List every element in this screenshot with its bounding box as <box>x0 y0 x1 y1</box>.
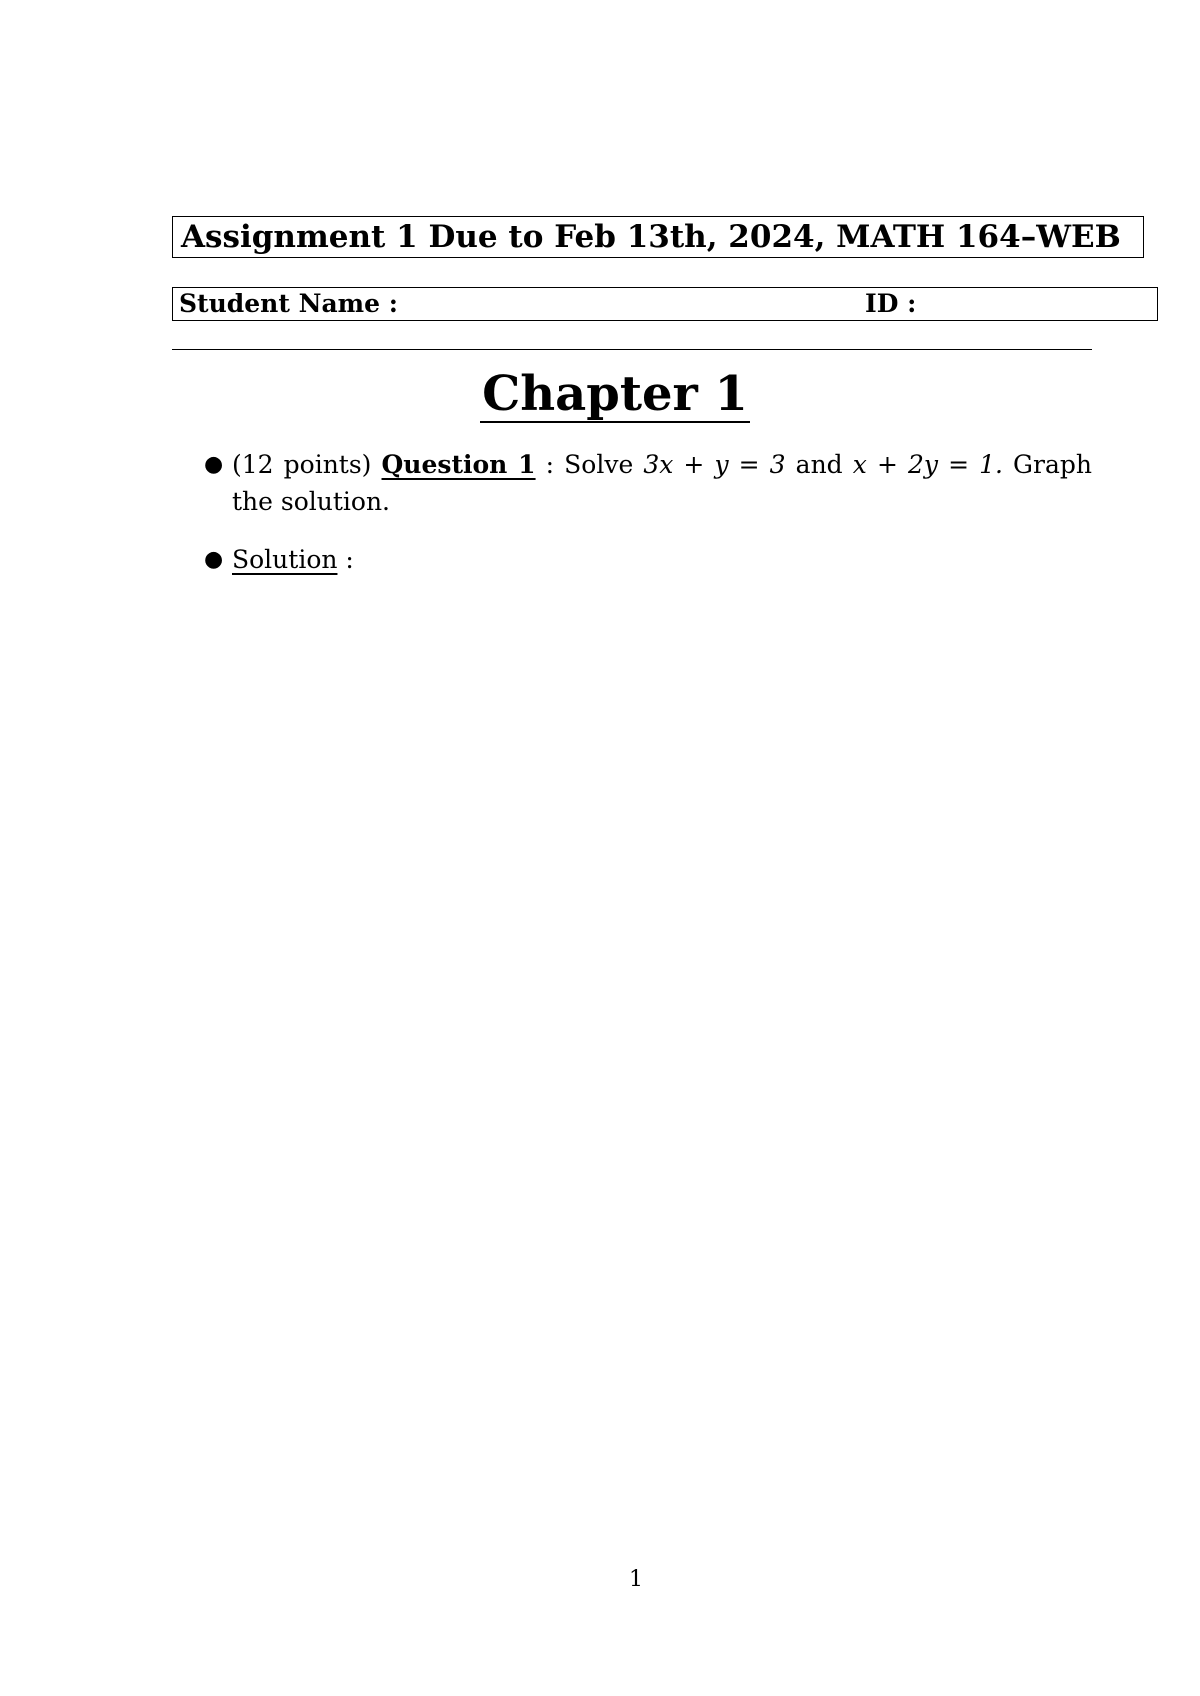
question-prompt-tail: Graph the solution. <box>232 450 1092 516</box>
solution-label: Solution <box>232 545 338 574</box>
solution-body <box>232 541 1092 578</box>
student-id-label: ID : <box>865 289 917 318</box>
student-name-label: Student Name : <box>179 289 398 318</box>
question-conjunction: and <box>795 450 843 479</box>
equation-2: x + 2y = 1. <box>852 450 1003 479</box>
question-prompt-lead: Solve <box>564 450 634 479</box>
chapter-title: Chapter 1 <box>482 366 748 422</box>
question-item <box>206 446 1092 520</box>
question-points: (12 points) <box>232 450 372 479</box>
student-info-box <box>172 287 1158 321</box>
question-separator: : <box>545 450 555 479</box>
question-label: Question 1 <box>381 450 536 479</box>
solution-item <box>206 541 1092 578</box>
assignment-title: Assignment 1 Due to Feb 13th, 2024, MATH 164–WEB <box>181 219 1121 255</box>
chapter-heading <box>0 364 1200 424</box>
horizontal-rule <box>172 349 1092 350</box>
equation-1: 3x + y = 3 <box>643 450 786 479</box>
assignment-title-box <box>172 216 1144 258</box>
question-body <box>232 446 1092 520</box>
bullet-icon: ● <box>204 452 224 477</box>
page-number: 1 <box>629 1567 643 1592</box>
bullet-icon: ● <box>204 547 224 572</box>
solution-separator: : <box>345 545 354 574</box>
